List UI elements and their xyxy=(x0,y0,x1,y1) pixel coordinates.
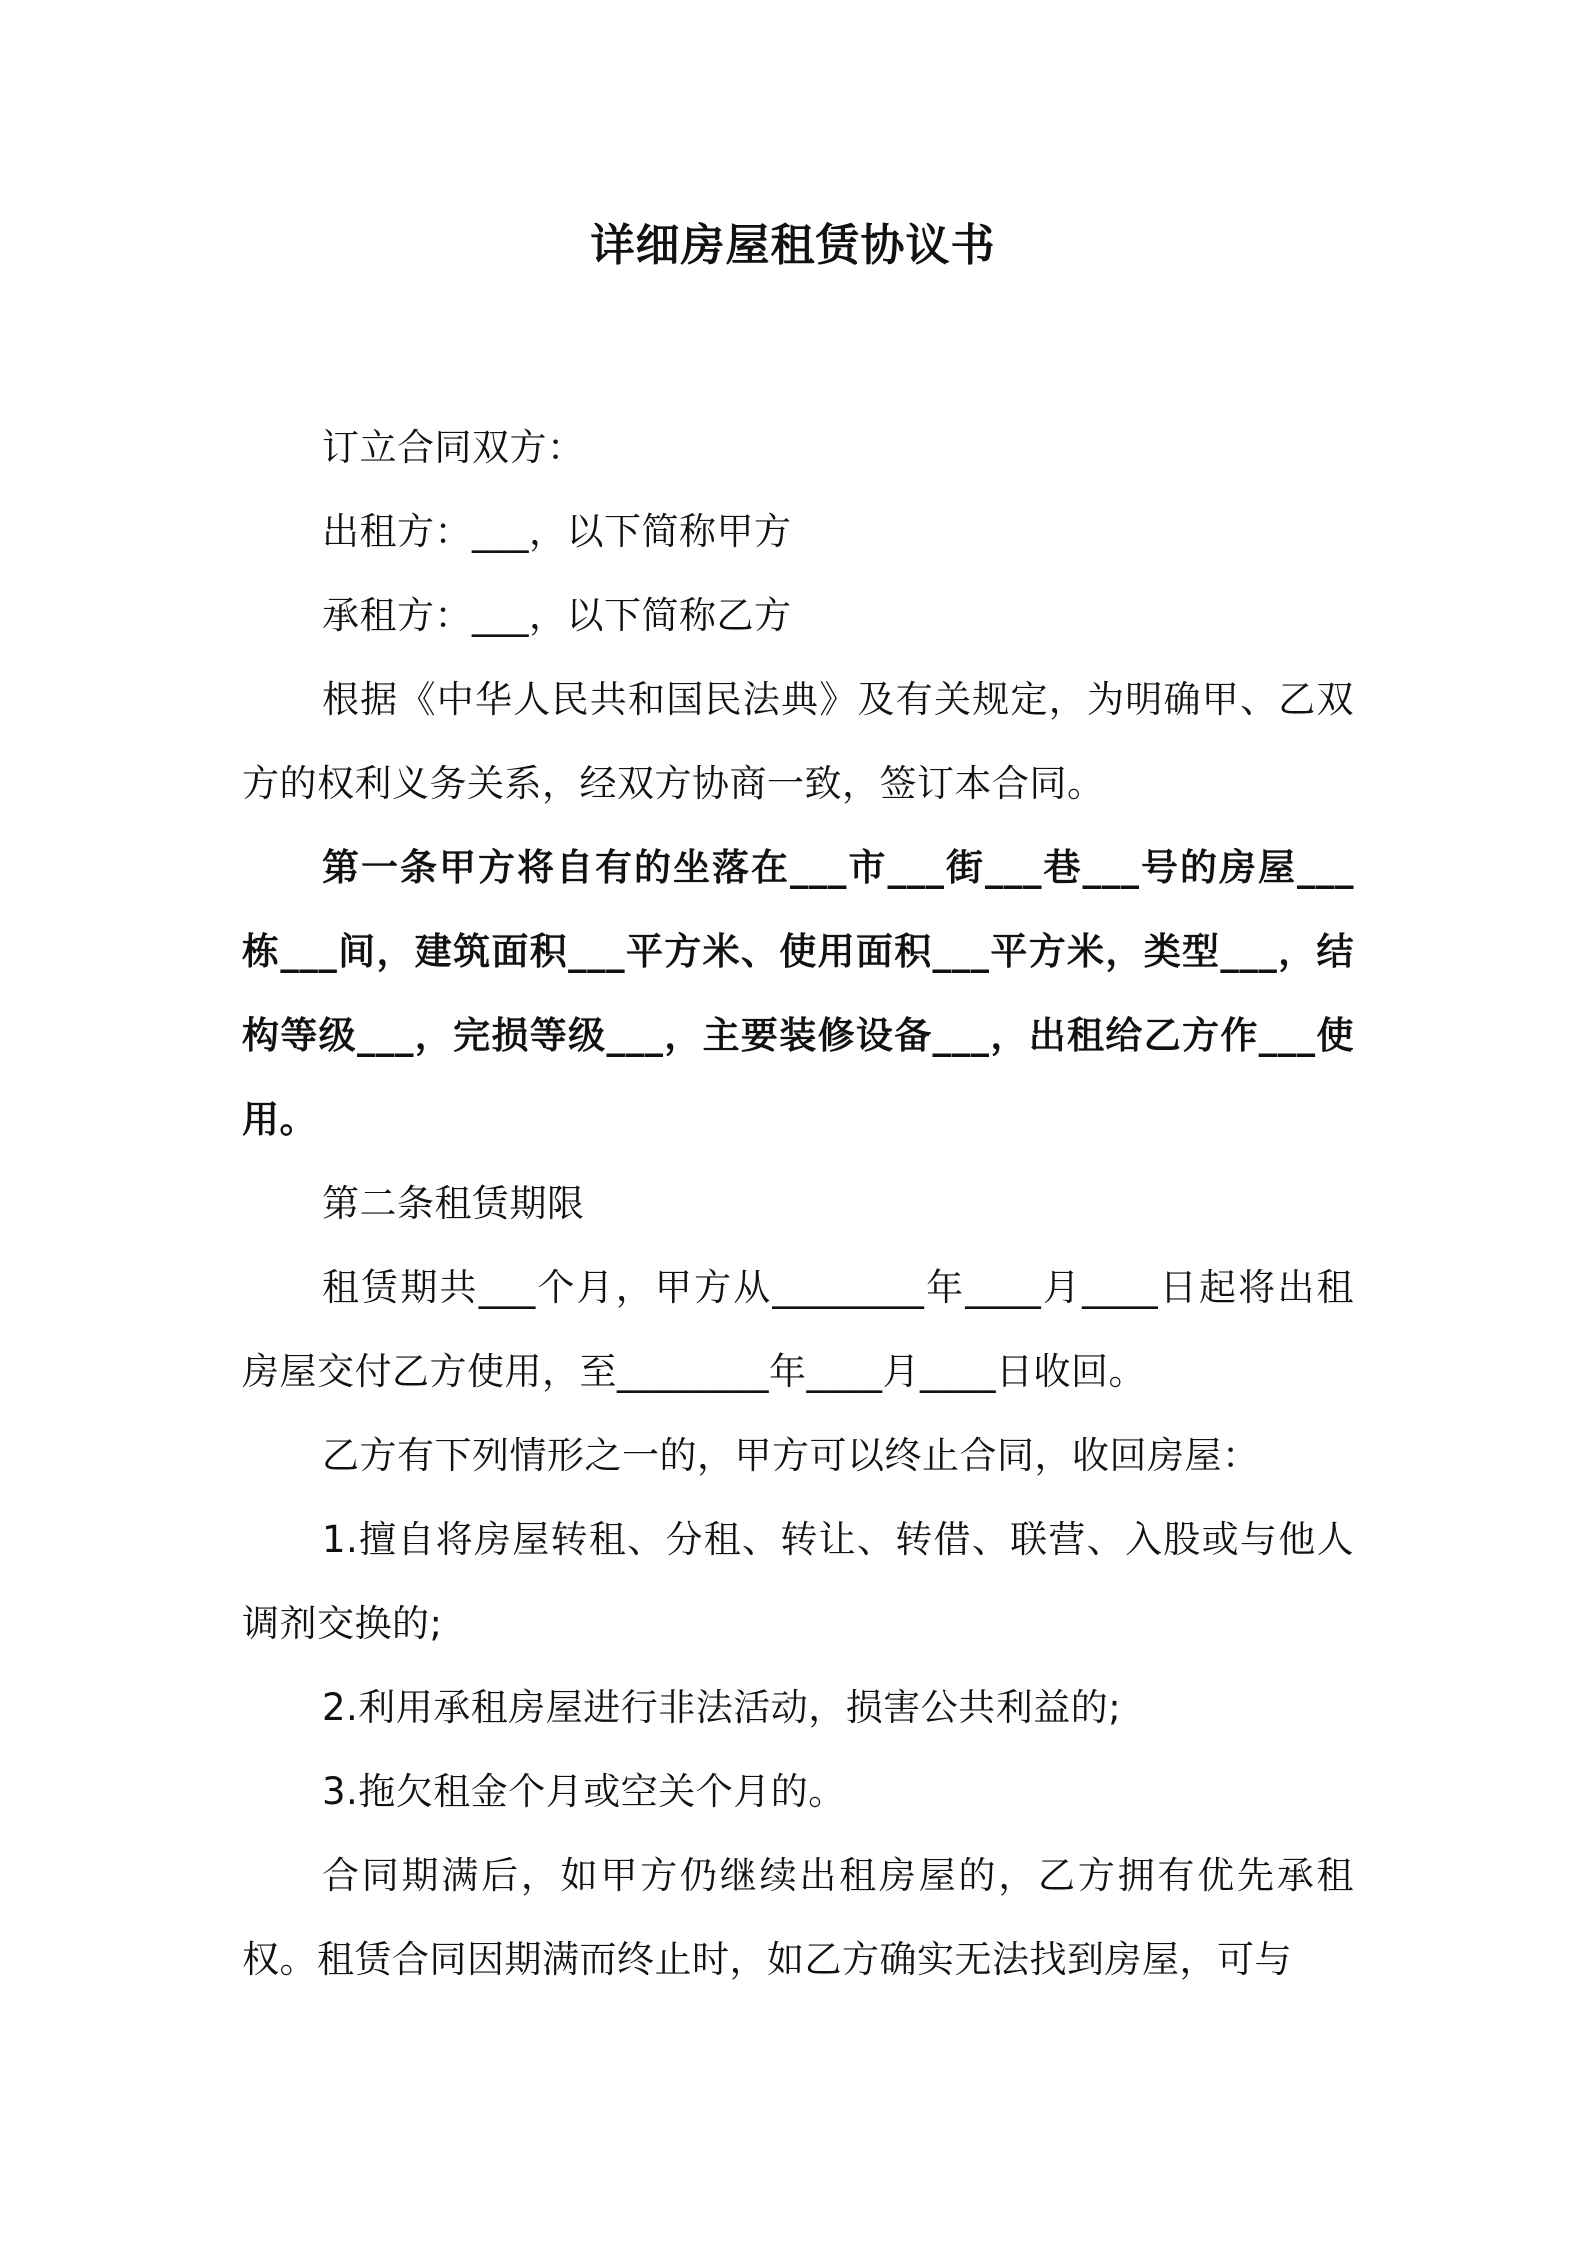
paragraph-lessor: 出租方：___，以下简称甲方 xyxy=(322,510,792,553)
document-body xyxy=(242,406,1354,2002)
paragraph-lessee: 承租方：___，以下简称乙方 xyxy=(322,594,792,637)
paragraph-termination-item-3: 3.拖欠租金个月或空关个月的。 xyxy=(322,1770,846,1813)
document-title: 详细房屋租赁协议书 xyxy=(590,220,996,271)
paragraph-article-2-heading: 第二条租赁期限 xyxy=(322,1182,585,1225)
paragraph-termination-item-2: 2.利用承租房屋进行非法活动，损害公共利益的; xyxy=(322,1686,1122,1729)
paragraph-lease-term: 租赁期共___个月，甲方从________年____月____日起将出租房屋交付乙方使用，至________年____月____日收回。 xyxy=(242,1266,1354,1393)
paragraph-renewal: 合同期满后，如甲方仍继续出租房屋的，乙方拥有优先承租权。租赁合同因期满而终止时，如乙方确实无法找到房屋，可与 xyxy=(242,1854,1354,1981)
paragraph-termination-item-1: 1.擅自将房屋转租、分租、转让、转借、联营、入股或与他人调剂交换的; xyxy=(242,1518,1354,1645)
paragraph-article-1: 第一条甲方将自有的坐落在___市___街___巷___号的房屋___栋___间，建筑面积___平方米、使用面积___平方米，类型___，结构等级___，完损等级___，主要装修设备___，出租给乙方作___使用。 xyxy=(242,846,1354,1141)
paragraph-parties-intro: 订立合同双方： xyxy=(322,426,585,469)
paragraph-termination-intro: 乙方有下列情形之一的，甲方可以终止合同，收回房屋： xyxy=(322,1434,1260,1477)
paragraph-legal-basis: 根据《中华人民共和国民法典》及有关规定，为明确甲、乙双方的权利义务关系，经双方协商一致，签订本合同。 xyxy=(242,678,1354,805)
